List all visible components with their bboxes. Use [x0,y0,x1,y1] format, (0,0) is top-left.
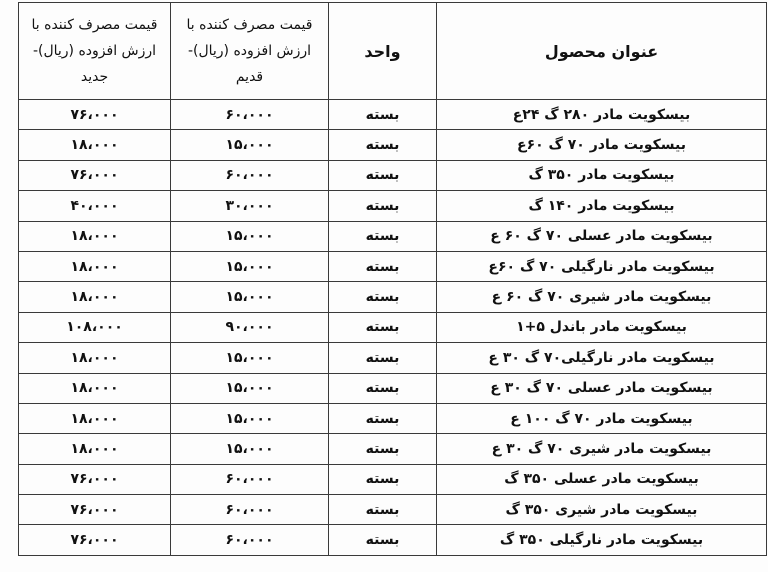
table-row [19,312,767,342]
new-price-cell: ۱۰۸،۰۰۰ [19,312,171,342]
old-price-cell: ۶۰،۰۰۰ [171,160,329,190]
old-price-cell: ۹۰،۰۰۰ [171,312,329,342]
unit-cell: بسته [329,160,437,190]
header-old-price-line-2: ارزش افزوده (ریال)- [187,43,312,59]
product-title-cell: بیسکویت مادر شیری ۷۰ گ ۶۰ ع [437,282,767,312]
table-row [19,191,767,221]
header-new-price-line-2: ارزش افزوده (ریال)- [32,43,157,59]
new-price-cell: ۱۸،۰۰۰ [19,221,171,251]
product-title-cell: بیسکویت مادر ۱۴۰ گ [437,191,767,221]
new-price-cell: ۱۸،۰۰۰ [19,282,171,312]
old-price-cell: ۱۵،۰۰۰ [171,282,329,312]
table-row [19,282,767,312]
new-price-cell: ۷۶،۰۰۰ [19,525,171,555]
header-new-price-line-1: قیمت مصرف کننده با [31,17,158,33]
table-row [19,221,767,251]
unit-cell: بسته [329,373,437,403]
old-price-cell: ۶۰،۰۰۰ [171,464,329,494]
unit-cell: بسته [329,221,437,251]
new-price-cell: ۱۸،۰۰۰ [19,251,171,281]
table-row [19,434,767,464]
table-row [19,100,767,130]
unit-cell: بسته [329,130,437,160]
product-title-cell: بیسکویت مادر نارگیلی۷۰ گ ۳۰ ع [437,343,767,373]
unit-cell: بسته [329,495,437,525]
table-row [19,495,767,525]
header-unit: واحد [329,3,437,100]
product-title-cell: بیسکویت مادر شیری ۷۰ گ ۳۰ ع [437,434,767,464]
header-old-price-line-3: قدیم [235,69,264,85]
unit-cell: بسته [329,251,437,281]
table-body [19,100,767,556]
unit-cell: بسته [329,403,437,433]
new-price-cell: ۱۸،۰۰۰ [19,403,171,433]
old-price-cell: ۶۰،۰۰۰ [171,495,329,525]
header-new-price [19,3,171,100]
table-row [19,160,767,190]
unit-cell: بسته [329,343,437,373]
unit-cell: بسته [329,312,437,342]
table-header-row [19,3,767,100]
old-price-cell: ۱۵،۰۰۰ [171,373,329,403]
table-row [19,373,767,403]
new-price-cell: ۱۸،۰۰۰ [19,373,171,403]
old-price-cell: ۶۰،۰۰۰ [171,100,329,130]
table-row [19,525,767,555]
price-table [18,2,767,556]
product-title-cell: بیسکویت مادر عسلی ۳۵۰ گ [437,464,767,494]
unit-cell: بسته [329,464,437,494]
table-row [19,464,767,494]
product-title-cell: بیسکویت مادر عسلی ۷۰ گ ۶۰ ع [437,221,767,251]
old-price-cell: ۱۵،۰۰۰ [171,403,329,433]
product-title-cell: بیسکویت مادر نارگیلی ۷۰ گ ۶۰ع [437,251,767,281]
new-price-cell: ۴۰،۰۰۰ [19,191,171,221]
new-price-cell: ۱۸،۰۰۰ [19,434,171,464]
header-new-price-line-3: جدید [80,69,109,85]
product-title-cell: بیسکویت مادر شیری ۳۵۰ گ [437,495,767,525]
product-title-cell: بیسکویت مادر عسلی ۷۰ گ ۳۰ ع [437,373,767,403]
table-row [19,251,767,281]
unit-cell: بسته [329,525,437,555]
product-title-cell: بیسکویت مادر نارگیلی ۳۵۰ گ [437,525,767,555]
old-price-cell: ۶۰،۰۰۰ [171,525,329,555]
unit-cell: بسته [329,191,437,221]
old-price-cell: ۳۰،۰۰۰ [171,191,329,221]
unit-cell: بسته [329,100,437,130]
product-title-cell: بیسکویت مادر ۷۰ گ ۶۰ع [437,130,767,160]
new-price-cell: ۷۶،۰۰۰ [19,495,171,525]
new-price-cell: ۱۸،۰۰۰ [19,130,171,160]
old-price-cell: ۱۵،۰۰۰ [171,434,329,464]
new-price-cell: ۱۸،۰۰۰ [19,343,171,373]
old-price-cell: ۱۵،۰۰۰ [171,130,329,160]
new-price-cell: ۷۶،۰۰۰ [19,160,171,190]
table-row [19,343,767,373]
table-row [19,130,767,160]
old-price-cell: ۱۵،۰۰۰ [171,343,329,373]
table-row [19,403,767,433]
old-price-cell: ۱۵،۰۰۰ [171,251,329,281]
header-product-title: عنوان محصول [437,3,767,100]
old-price-cell: ۱۵،۰۰۰ [171,221,329,251]
new-price-cell: ۷۶،۰۰۰ [19,464,171,494]
product-title-cell: بیسکویت مادر باندل ۵+۱ [437,312,767,342]
unit-cell: بسته [329,282,437,312]
new-price-cell: ۷۶،۰۰۰ [19,100,171,130]
unit-cell: بسته [329,434,437,464]
product-title-cell: بیسکویت مادر ۷۰ گ ۱۰۰ ع [437,403,767,433]
header-old-price [171,3,329,100]
product-title-cell: بیسکویت مادر ۳۵۰ گ [437,160,767,190]
product-title-cell: بیسکویت مادر ۲۸۰ گ ۲۴ع [437,100,767,130]
header-old-price-line-1: قیمت مصرف کننده با [186,17,313,33]
